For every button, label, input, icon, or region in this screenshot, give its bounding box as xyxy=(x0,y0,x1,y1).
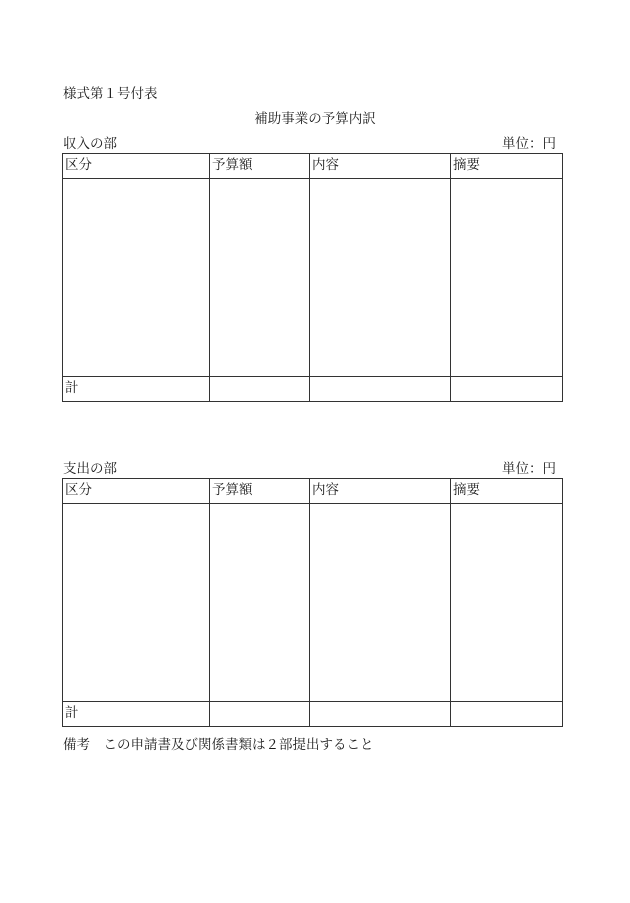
income-amount-cell[interactable] xyxy=(210,179,310,377)
income-section-label: 収入の部 xyxy=(63,136,117,152)
column-header-content: 内容 xyxy=(310,479,451,504)
expense-remarks-cell[interactable] xyxy=(451,504,563,702)
expense-unit-label: 単位：円 xyxy=(502,461,556,477)
column-header-content: 内容 xyxy=(310,154,451,179)
page-title: 補助事業の予算内訳 xyxy=(254,111,376,127)
column-header-budget-amount: 予算額 xyxy=(210,479,310,504)
income-header-row xyxy=(63,154,563,179)
column-header-category: 区分 xyxy=(63,154,210,179)
income-body-row xyxy=(63,179,563,377)
expense-total-remarks-cell[interactable] xyxy=(451,702,563,727)
income-total-label: 計 xyxy=(63,377,210,402)
expense-content-cell[interactable] xyxy=(310,504,451,702)
income-content-cell[interactable] xyxy=(310,179,451,377)
form-number-label: 様式第１号付表 xyxy=(63,86,158,102)
expense-section-label: 支出の部 xyxy=(63,461,117,477)
column-header-category: 区分 xyxy=(63,479,210,504)
income-total-content-cell[interactable] xyxy=(310,377,451,402)
expense-total-row xyxy=(63,702,563,727)
remarks-note: 備考 この申請書及び関係書類は２部提出すること xyxy=(63,737,374,753)
expense-category-cell[interactable] xyxy=(63,504,210,702)
income-total-row xyxy=(63,377,563,402)
expense-header-row xyxy=(63,479,563,504)
income-category-cell[interactable] xyxy=(63,179,210,377)
expense-total-content-cell[interactable] xyxy=(310,702,451,727)
expense-body-row xyxy=(63,504,563,702)
income-total-remarks-cell[interactable] xyxy=(451,377,563,402)
income-total-amount-cell[interactable] xyxy=(210,377,310,402)
expense-total-label: 計 xyxy=(63,702,210,727)
expense-table xyxy=(62,478,563,727)
column-header-budget-amount: 予算額 xyxy=(210,154,310,179)
income-table xyxy=(62,153,563,402)
column-header-remarks: 摘要 xyxy=(451,154,563,179)
income-remarks-cell[interactable] xyxy=(451,179,563,377)
income-unit-label: 単位：円 xyxy=(502,136,556,152)
expense-total-amount-cell[interactable] xyxy=(210,702,310,727)
column-header-remarks: 摘要 xyxy=(451,479,563,504)
expense-amount-cell[interactable] xyxy=(210,504,310,702)
